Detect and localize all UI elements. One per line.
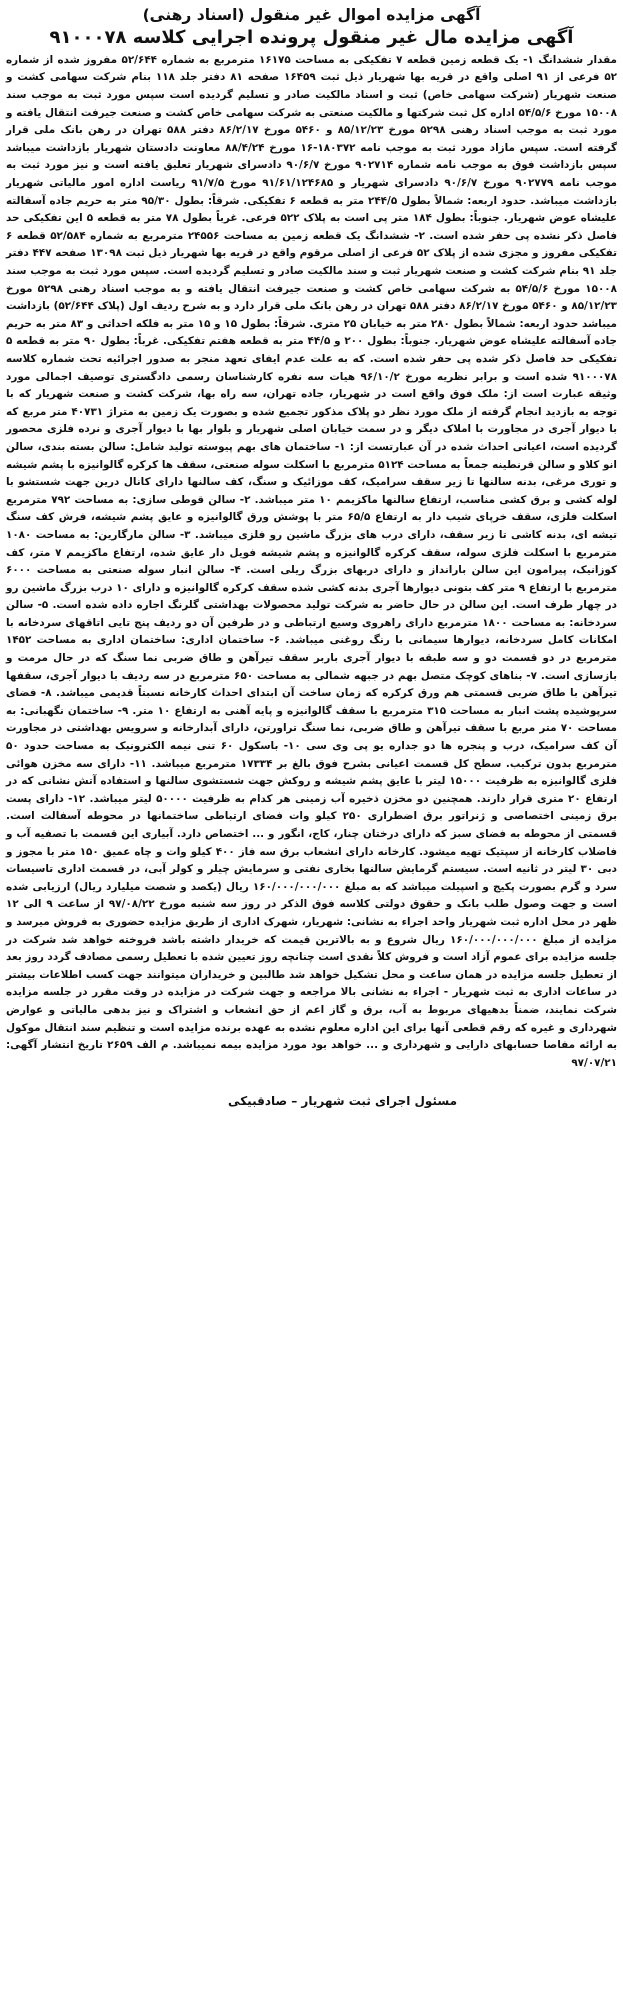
notice-body: مقدار ششدانگ ۱- یک قطعه زمین قطعه ۷ تفکیکی به مساحت ۱۶۱۷۵ مترمربع به شماره ۵۲/۶۴۴ مفروز شده از شماره ۵۲ فرعی از ۹۱ اصلی واقع در قریه بها شهریار ذیل ثبت ۱۶۴۵۹ صفحه ۸۱ دفتر جلد ۱۱۸ بنام شرکت سهامی کشت و صنعت شهریار (شرکت سهامی خاص) ثبت و اسناد مالکیت صادر و تسلیم گردیده است سپس مورد ثبت به موجب سند ۱۵۰۰۸ مورخ ۵۴/۵/۶ اداره کل ثبت شرکتها و مالکیت صنعتی به شرکت سهامی خاص کشت و صنعت جیرفت انتقال یافته و مورد ثبت به موجب اسناد رهنی ۵۲۹۸ مورخ ۸۵/۱۲/۲۳ و ۵۴۶۰ مورخ ۸۶/۲/۱۷ دفتر ۵۸۸ تهران در رهن بانک ملی قرار گرفته است. سپس مازاد مورد ثبت به موجب نامه ۱۸۰۳۷۲-۱۶ مورخ ۸۸/۴/۲۴ معاونت دادستان شهریار بازداشت میباشد سپس بازداشت فوق به موجب نامه شماره ۹۰۲۷۱۴ مورخ ۹۰/۶/۷ دادسرای شهریار تعلیق یافته است و نیز مورد ثبت به موجب نامه ۹۰۲۷۷۹ مورخ ۹۰/۶/۷ دادسرای شهریار و ۹۱/۶۱/۱۲۴۶۸۵ مورخ ۹۱/۷/۵ ریاست اداره امور مالیاتی شهریار بازداشت میباشد. حدود اربعه: شمالاً بطول ۲۴۴/۵ متر به قطعه ۶ تفکیکی. شرقاً: بطول ۹۵/۳۰ متر به حریم جاده آسفالته علیشاه عوض شهریار. جنوباً: بطول ۱۸۴ متر پی است به پلاک ۵۲۲ فرعی. غرباً بطول ۷۸ متر به قطعه ۵ این تفکیکی حد فاصل ذکر نشده پی حفر شده است. ۲- ششدانگ یک قطعه زمین به مساحت ۲۴۵۵۶ مترمربع به شماره ۵۲/۵۸۴ قطعه ۶ تفکیکی مفروز و مجزی شده از پلاک ۵۲ فرعی از اصلی مرقوم واقع در قریه بها شهریار ذیل ثبت ۱۳۰۹۸ صفحه ۴۴۷ دفتر جلد ۹۱ بنام شرکت کشت و صنعت شهریار ثبت و سند مالکیت صادر و تسلیم گردیده است. سپس مورد ثبت به موجب سند ۱۵۰۰۸ مورخ ۵۴/۵/۶ به شرکت سهامی خاص کشت و صنعت جیرفت انتقال یافته و به موجب اسناد رهنی ۵۲۹۸ مورخ ۸۵/۱۲/۲۳ و ۵۴۶۰ مورخ ۸۶/۲/۱۷ دفتر ۵۸۸ تهران در رهن بانک ملی قرار دارد و به شرح ردیف اول (پلاک ۵۲/۶۴۴) بازداشت میباشد حدود اربعه: شمالاً بطول ۲۸۰ متر به خیابان ۲۵ متری. شرقاً: بطول ۱۵ و ۱۵ متر به فلکه احداثی و ۸۳ متر به حریم جاده آسفالته علیشاه عوض شهریار. جنوباً: بطول ۲۰۰ و ۴۴/۵ متر به قطعه هفتم تفکیکی. غرباً: بطول ۹۰ متر به قطعه ۵ تفکیکی حد فاصل ذکر شده پی حفر شده است. که به علت عدم ایفای تعهد منجر به صدور اجرائیه تحت شماره کلاسه ۹۱۰۰۰۷۸ شده است و برابر نظریه مورخ ۹۶/۱۰/۲ هیات سه نفره کارشناسان رسمی دادگستری توصیف اجمالی مورد وثیقه عبارت است از: ملک فوق واقع است در شهریار، جاده تهران، سه راه بها، شرکت کشت و صنعت شهریار که با توجه به بازدید انجام گرفته از ملک مورد نظر دو پلاک مذکور تجمیع شده و بصورت یک زمین به متراژ ۴۰۷۳۱ متر مربع که با دیوار آجری در مجاورت با املاک دیگر و در سمت خیابان اصلی شهریار و بلوار بها با دیوار آجری و نرده فلزی محصور گردیده است، اعیانی احداث شده در آن عبارتست از: ۱- ساختمان های بهم پیوسته تولید شامل: سالن بسته بندی، سالن انو کلاو و سالن قرنطینه جمعاً به مساحت ۵۱۲۴ مترمربع با اسکلت سوله صنعتی، سقف ها کرکره گالوانیزه با پشم شیشه و توری مرغی، بدنه سالنها تا زیر سقف سرامیک، کف موزائیک و سنگ، کف سالنها دارای کانال درین جهت شستشو با لوله کشی و برق کشی مناسب، ارتفاع سالنها ماکزیمم ۱۰ متر میباشد. ۲- سالن قوطی سازی: به مساحت ۷۹۲ مترمربع اسکلت فلزی، سقف خرپای شیب دار به ارتفاع ۶۵/۵ متر با پوشش ورق گالوانیزه و عایق پشم شیشه، فرش کف سنگ تیشه ای، بدنه کاشی تا زیر سقف، دارای درب های بزرگ ماشین رو فلزی میباشد. ۳- سالن مارگارین: به مساحت ۱۰۸۰ مترمربع با اسکلت فلزی سوله، سقف کرکره گالوانیزه و پشم شیشه فویل دار عایق شده، ارتفاع ماکزیمم ۷ متر، کف کوزانیک، پیرامون این سالن بارانداز و دارای دربهای بزرگ ریلی است. ۴- سالن انبار سوله صنعتی به مساحت ۶۰۰۰ مترمربع با ارتفاع ۹ متر کف بتونی دیوارها آجری بدنه کشی شده سقف کرکره گالوانیزه و دارای ۱۰ درب بزرگ ماشین رو در چهار طرف است. این سالن در حال حاضر به شرکت تولید محصولات بهداشتی گلرنگ اجاره داده شده است. ۵- سالن سردخانه: به مساحت ۱۸۰۰ مترمربع دارای راهروی وسیع ارتباطی و در طرفین آن دو ردیف پنج تایی اتاقهای سردخانه با امکانات کامل سردخانه، دیوارها سیمانی با رنگ روغنی میباشد. ۶- ساختمان اداری: ساختمان اداری به مساحت ۱۴۵۲ مترمربع در دو قسمت دو و سه طبقه با دیوار آجری باربر سقف تیرآهن و طاق ضربی نما سنگ که در حال مرمت و بازسازی است. ۷- بناهای کوچک متصل بهم در جبهه شمالی به مساحت ۶۵۰ مترمربع در سه ردیف با دیوار آجری، سقفها تیرآهن با طاق ضربی قسمتی هم ورق کرکره که زمان ساخت آن ابتدای احداث کارخانه نسبتاً قدیمی میباشد. ۸- فضای سرپوشیده پشت انبار به مساحت ۳۱۵ مترمربع با سقف گالوانیزه و پایه آهنی به ارتفاع ۱۰ متر. ۹- ساختمان نگهبانی: به مساحت ۷۰ متر مربع با سقف تیرآهن و طاق ضربی، نما سنگ تراورتن، دارای آبدارخانه و سرویس بهداشتی در مجاورت آن کف سرامیک، درب و پنجره ها دو جداره یو پی وی سی ۱۰- باسکول ۶۰ تنی نیمه الکترونیک به مساحت حدود ۵۰ مترمربع بدون ترکیب. سطح کل قسمت اعیانی بشرح فوق بالغ بر ۱۷۳۳۴ مترمربع میباشد. ۱۱- دارای سه مخزن هوائی فلزی گالوانیزه به ظرفیت ۱۵۰۰۰ لیتر با عایق پشم شیشه و روکش جهت شستشوی سالنها و استفاده آتش نشانی که در ارتفاع ۲۰ متری قرار دارند. همچنین دو مخزن ذخیره آب زمینی هر کدام به ظرفیت ۵۰۰۰۰ لیتر میباشد. ۱۲- دارای پست برق زمینی اختصاصی و ژنراتور برق اضطراری ۲۵۰ کیلو وات فضای ارتباطی ساختمانها در محوطه آسفالت است. قسمتی از محوطه به فضای سبز که دارای درختان چنار، کاج، انگور و ... اختصاص دارد. آبیاری این قسمت با تصفیه آب و فاضلاب کارخانه از سپتیک تهیه میشود. کارخانه دارای انشعاب برق سه فاز ۴۰۰ کیلو وات و چاه عمیق ۱۵۰ متر با مجوز و دبی ۳۰ لیتر در ثانیه است. سیستم گرمایش سالنها بخاری نفتی و سرمایش چیلر و کولر آبی، در قسمت اداری تاسیسات سرد و گرم بصورت پکیج و اسپیلت میباشد که به مبلغ ۱۶۰/۰۰۰/۰۰۰/۰۰۰ ریال (یکصد و شصت میلیارد ریال) ارزیابی شده است و جهت وصول طلب بانک و حقوق دولتی کلاسه فوق الذکر در روز سه شنبه مورخ ۹۷/۰۸/۲۲ از ساعت ۹ الی ۱۲ ظهر در محل اداره ثبت شهریار واحد اجراء به نشانی: شهریار، شهرک اداری از طریق مزایده حضوری به فروش میرسد و مزایده از مبلغ ۱۶۰/۰۰۰/۰۰۰/۰۰۰ ریال شروع و به بالاترین قیمت که خریدار داشته باشد فروخته خواهد شد شرکت در جلسه مزایده برای عموم آزاد است و فروش کلاً نقدی است چنانچه روز تعیین شده با تعطیل رسمی مصادف گردد روز بعد از تعطیل جلسه مزایده در همان ساعت و محل تشکیل خواهد شد طالبین و خریداران میتوانند جهت کسب اطلاعات بیشتر در ساعات اداری به ثبت شهریار - اجراء به نشانی بالا مراجعه و جهت شرکت در مزایده در وقت مقرر در جلسه مزایده شرکت نمایند، ضمناً بدهیهای مربوط به آب، برق و گاز اعم از حق انشعاب و اشتراک و نیز بدهی مالیاتی و عوارض شهرداری و غیره که رقم قطعی آنها برای این اداره معلوم نشده به عهده برنده مزایده است و تنظیم سند انتقال موکول به ارائه مفاصا حسابهای دارایی و شهرداری و ... خواهد بود مورد مزایده بیمه نمیباشد. م الف ۲۶۵۹ تاریخ انتشار آگهی: ۹۷/۰۷/۲۱ bbox=[6, 53, 618, 1069]
notice-signature: مسئول اجرای ثبت شهریار – صادقبیکی bbox=[228, 1094, 457, 1109]
notice-title: آگهی مزایده اموال غیر منقول (اسناد رهنی) bbox=[142, 6, 481, 24]
notice-subtitle: آگهی مزایده مال غیر منقول پرونده اجرایی کلاسه ۹۱۰۰۰۷۸ bbox=[49, 27, 574, 49]
